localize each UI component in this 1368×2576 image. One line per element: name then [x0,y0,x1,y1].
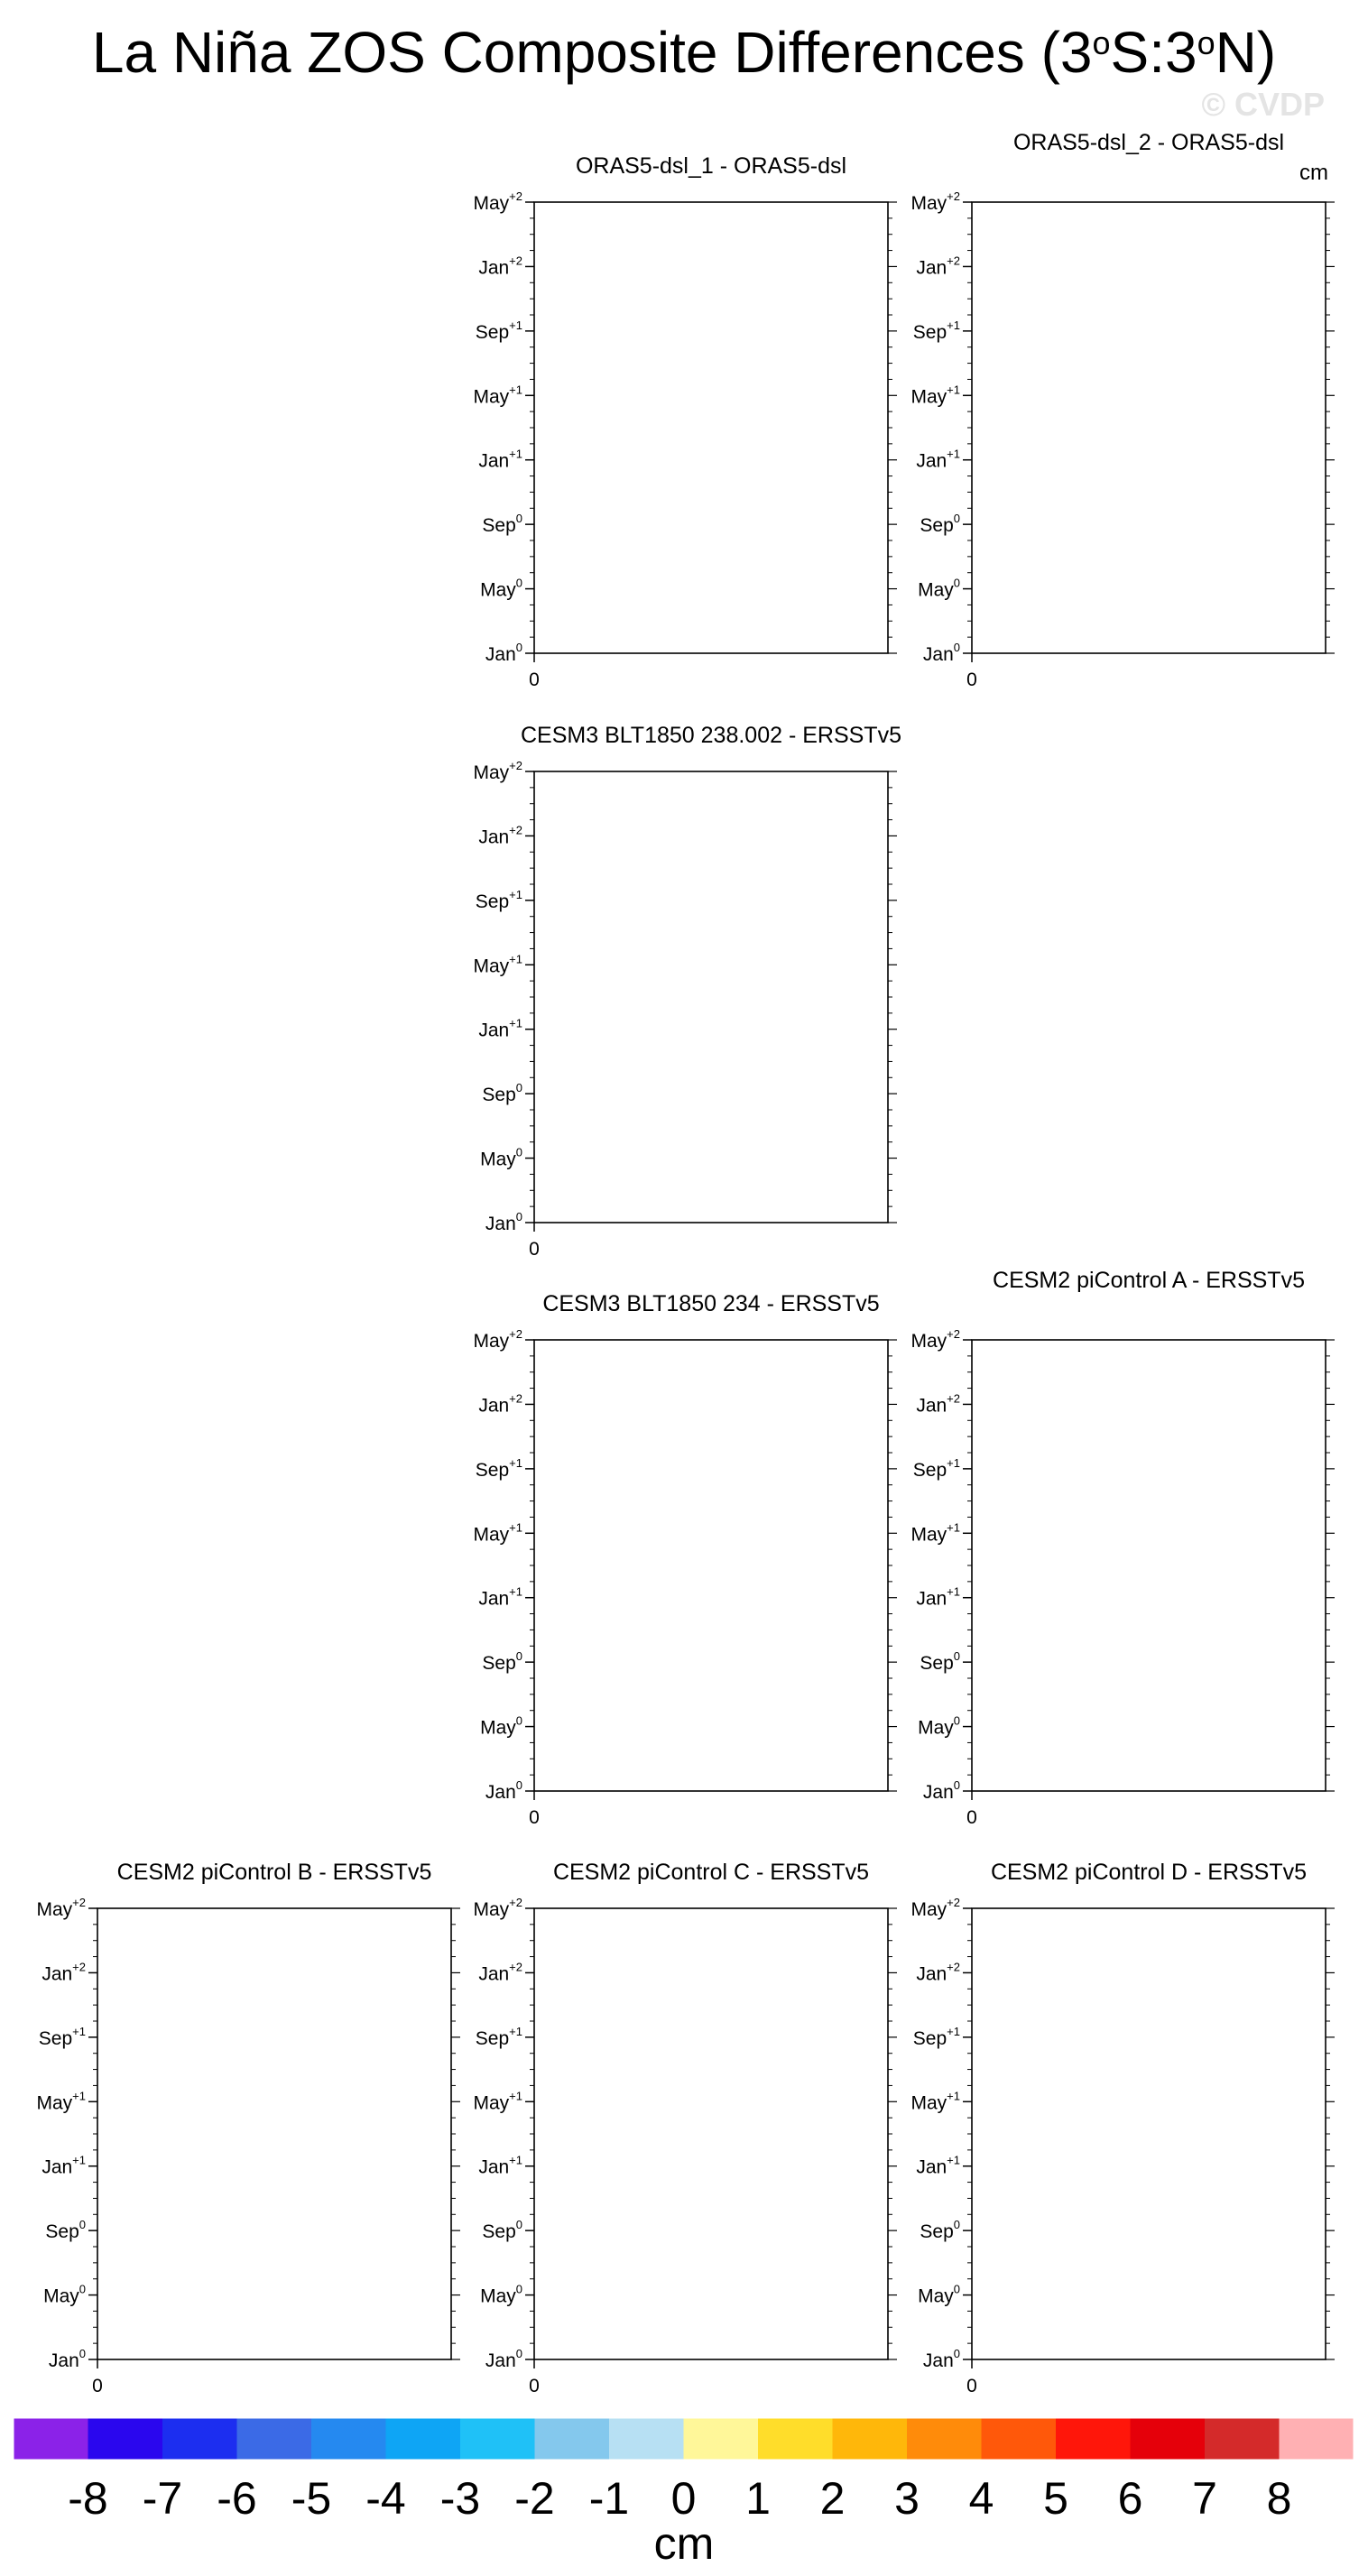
y-tick-label: Sep$^{+1}$ [475,1455,522,1481]
panel-cesm2-picontrol-d-ersstv5 [910,1860,1335,2396]
colorbar-tick-label: -5 [291,2473,332,2524]
y-tick-label: May$^{+1}$ [36,2089,86,2114]
panel-unit-label: cm [1299,161,1328,185]
colorbar-tick-label: 4 [968,2473,994,2524]
y-tick-label: Jan$^{+1}$ [478,447,522,472]
panel-frame [534,771,888,1223]
panel-cesm3-blt1850-238-002-ersstv5 [473,723,901,1260]
colorbar-swatch [907,2418,982,2460]
y-tick-label: May$^{+2}$ [910,189,960,214]
colorbar-swatch [311,2418,386,2460]
y-tick-label: May$^{+1}$ [473,952,522,977]
panel-frame [97,1908,451,2359]
y-tick-label: May$^0$ [918,1713,960,1739]
y-tick-label: May$^{+1}$ [910,2089,960,2114]
y-tick-label: Sep$^0$ [482,1081,522,1106]
y-tick-label: Sep$^{+1}$ [912,318,960,343]
y-tick-label: May$^{+2}$ [910,1896,960,1920]
y-tick-label: May$^{+1}$ [910,1520,960,1546]
y-tick-label: May$^0$ [480,576,522,601]
colorbar-swatch [1056,2418,1131,2460]
x-tick-label: 0 [529,1239,540,1260]
colorbar-tick-label: -2 [514,2473,555,2524]
y-tick-label: Jan$^{+1}$ [478,1016,522,1041]
x-tick-label: 0 [529,2376,540,2396]
y-tick-label: Sep$^0$ [482,1649,522,1675]
y-tick-label: Sep$^0$ [920,1649,960,1675]
y-tick-label: Jan$^0$ [485,1210,522,1234]
y-tick-label: Jan$^{+1}$ [916,447,960,472]
panel-cesm2-picontrol-c-ersstv5 [473,1860,897,2396]
y-tick-label: Jan$^{+1}$ [916,1584,960,1610]
colorbar-swatch [1280,2418,1354,2460]
colorbar-swatch [982,2418,1057,2460]
colorbar-swatch [14,2418,88,2460]
y-tick-label: May$^0$ [480,2282,522,2307]
y-tick-label: Jan$^0$ [485,641,522,665]
figure-title: La Niña ZOS Composite Differences (3$^o$S:3$^o$N) [91,20,1277,85]
panel-frame [972,1908,1326,2359]
y-tick-label: Sep$^{+1}$ [475,887,522,912]
y-tick-label: May$^{+1}$ [473,1520,522,1546]
colorbar-swatch [237,2418,312,2460]
colorbar-swatch [1205,2418,1280,2460]
y-tick-label: Jan$^{+1}$ [478,2153,522,2178]
y-tick-label: Jan$^{+2}$ [916,254,960,279]
y-tick-label: May$^{+2}$ [473,759,522,783]
colorbar-tick-label: 6 [1117,2473,1143,2524]
y-tick-label: Jan$^{+2}$ [478,823,522,848]
colorbar-tick-label: -4 [365,2473,406,2524]
y-tick-label: Sep$^0$ [920,512,960,537]
panel-title: CESM2 piControl B - ERSSTv5 [116,1860,432,1885]
y-tick-label: Sep$^0$ [482,2218,522,2243]
colorbar-swatch [162,2418,237,2460]
y-tick-label: Jan$^0$ [922,1778,960,1803]
y-tick-label: Sep$^{+1}$ [912,1455,960,1481]
cvdp-watermark: © CVDP [1201,86,1325,123]
y-tick-label: Jan$^{+2}$ [42,1960,86,1985]
panel-title: CESM2 piControl D - ERSSTv5 [990,1860,1308,1885]
y-tick-label: May$^{+2}$ [473,1896,522,1920]
panel-title: ORAS5-dsl_1 - ORAS5-dsl [575,153,847,179]
panel-oras5-dsl-1-oras5-dsl [473,153,897,690]
y-tick-label: May$^{+2}$ [36,1896,86,1920]
y-tick-label: Jan$^{+1}$ [42,2153,86,2178]
colorbar-tick-label: 1 [745,2473,771,2524]
panel-title: CESM3 BLT1850 234 - ERSSTv5 [542,1291,880,1316]
y-tick-label: May$^{+2}$ [473,189,522,214]
panel-frame [972,202,1326,653]
y-tick-label: May$^0$ [480,1145,522,1170]
colorbar-tick-label: 7 [1192,2473,1217,2524]
panel-oras5-dsl-2-oras5-dsl [910,130,1335,690]
y-tick-label: Sep$^{+1}$ [475,2024,522,2049]
x-tick-label: 0 [966,2376,977,2396]
panel-frame [534,1908,888,2359]
panel-cesm2-picontrol-b-ersstv5 [36,1860,460,2396]
colorbar-swatch [1131,2418,1206,2460]
y-tick-label: Jan$^{+1}$ [916,2153,960,2178]
y-tick-label: May$^{+1}$ [473,2089,522,2114]
panel-title: CESM2 piControl C - ERSSTv5 [552,1860,870,1885]
y-tick-label: May$^{+1}$ [910,383,960,408]
y-tick-label: Jan$^0$ [48,2347,86,2371]
panel-cesm2-picontrol-a-ersstv5 [910,1268,1335,1828]
panel-cesm3-blt1850-234-ersstv5 [473,1291,897,1828]
colorbar-tick-label: -3 [439,2473,481,2524]
y-tick-label: Jan$^{+2}$ [916,1960,960,1985]
x-tick-label: 0 [966,1807,977,1828]
panel-title: ORAS5-dsl_2 - ORAS5-dsl [1012,130,1285,155]
x-tick-label: 0 [529,1807,540,1828]
colorbar-tick-label: -7 [142,2473,183,2524]
y-tick-label: Jan$^{+2}$ [916,1391,960,1417]
colorbar-swatch [833,2418,908,2460]
colorbar-swatch [684,2418,759,2460]
y-tick-label: Jan$^{+1}$ [478,1584,522,1610]
panel-title: CESM3 BLT1850 238.002 - ERSSTv5 [521,723,901,748]
y-tick-label: Sep$^{+1}$ [38,2024,86,2049]
colorbar-tick-label: -6 [217,2473,257,2524]
colorbar-tick-label: 2 [819,2473,846,2524]
y-tick-label: Jan$^{+2}$ [478,254,522,279]
x-tick-label: 0 [529,669,540,690]
y-tick-label: Jan$^{+2}$ [478,1960,522,1985]
colorbar-swatch [88,2418,163,2460]
colorbar-swatch [386,2418,461,2460]
panel-frame [534,202,888,653]
y-tick-label: May$^{+2}$ [473,1327,522,1352]
colorbar-unit-label: cm [653,2518,715,2569]
panel-title: CESM2 piControl A - ERSSTv5 [993,1268,1305,1293]
y-tick-label: Sep$^0$ [45,2218,86,2243]
colorbar-swatch [535,2418,610,2460]
y-tick-label: Sep$^{+1}$ [912,2024,960,2049]
colorbar-tick-label: 8 [1266,2473,1292,2524]
panel-frame [534,1340,888,1791]
colorbar-swatch [609,2418,684,2460]
y-tick-label: Sep$^0$ [920,2218,960,2243]
y-tick-label: May$^{+2}$ [910,1327,960,1352]
y-tick-label: May$^0$ [43,2282,86,2307]
y-tick-label: Jan$^0$ [922,2347,960,2371]
panel-frame [972,1340,1326,1791]
colorbar-tick-label: 5 [1043,2473,1068,2524]
y-tick-label: Sep$^0$ [482,512,522,537]
colorbar-tick-label: -8 [68,2473,108,2524]
colorbar-swatch [460,2418,535,2460]
colorbar-tick-label: 0 [670,2473,697,2524]
x-tick-label: 0 [966,669,977,690]
y-tick-label: May$^{+1}$ [473,383,522,408]
y-tick-label: May$^0$ [480,1713,522,1739]
y-tick-label: Jan$^0$ [485,1778,522,1803]
y-tick-label: Jan$^{+2}$ [478,1391,522,1417]
colorbar-swatch [758,2418,833,2460]
colorbar-tick-label: -1 [588,2473,630,2524]
y-tick-label: May$^0$ [918,2282,960,2307]
y-tick-label: Jan$^0$ [922,641,960,665]
colorbar-tick-label: 3 [894,2473,920,2524]
y-tick-label: Sep$^{+1}$ [475,318,522,343]
colorbar [14,2418,1354,2569]
x-tick-label: 0 [92,2376,103,2396]
y-tick-label: Jan$^0$ [485,2347,522,2371]
y-tick-label: May$^0$ [918,576,960,601]
